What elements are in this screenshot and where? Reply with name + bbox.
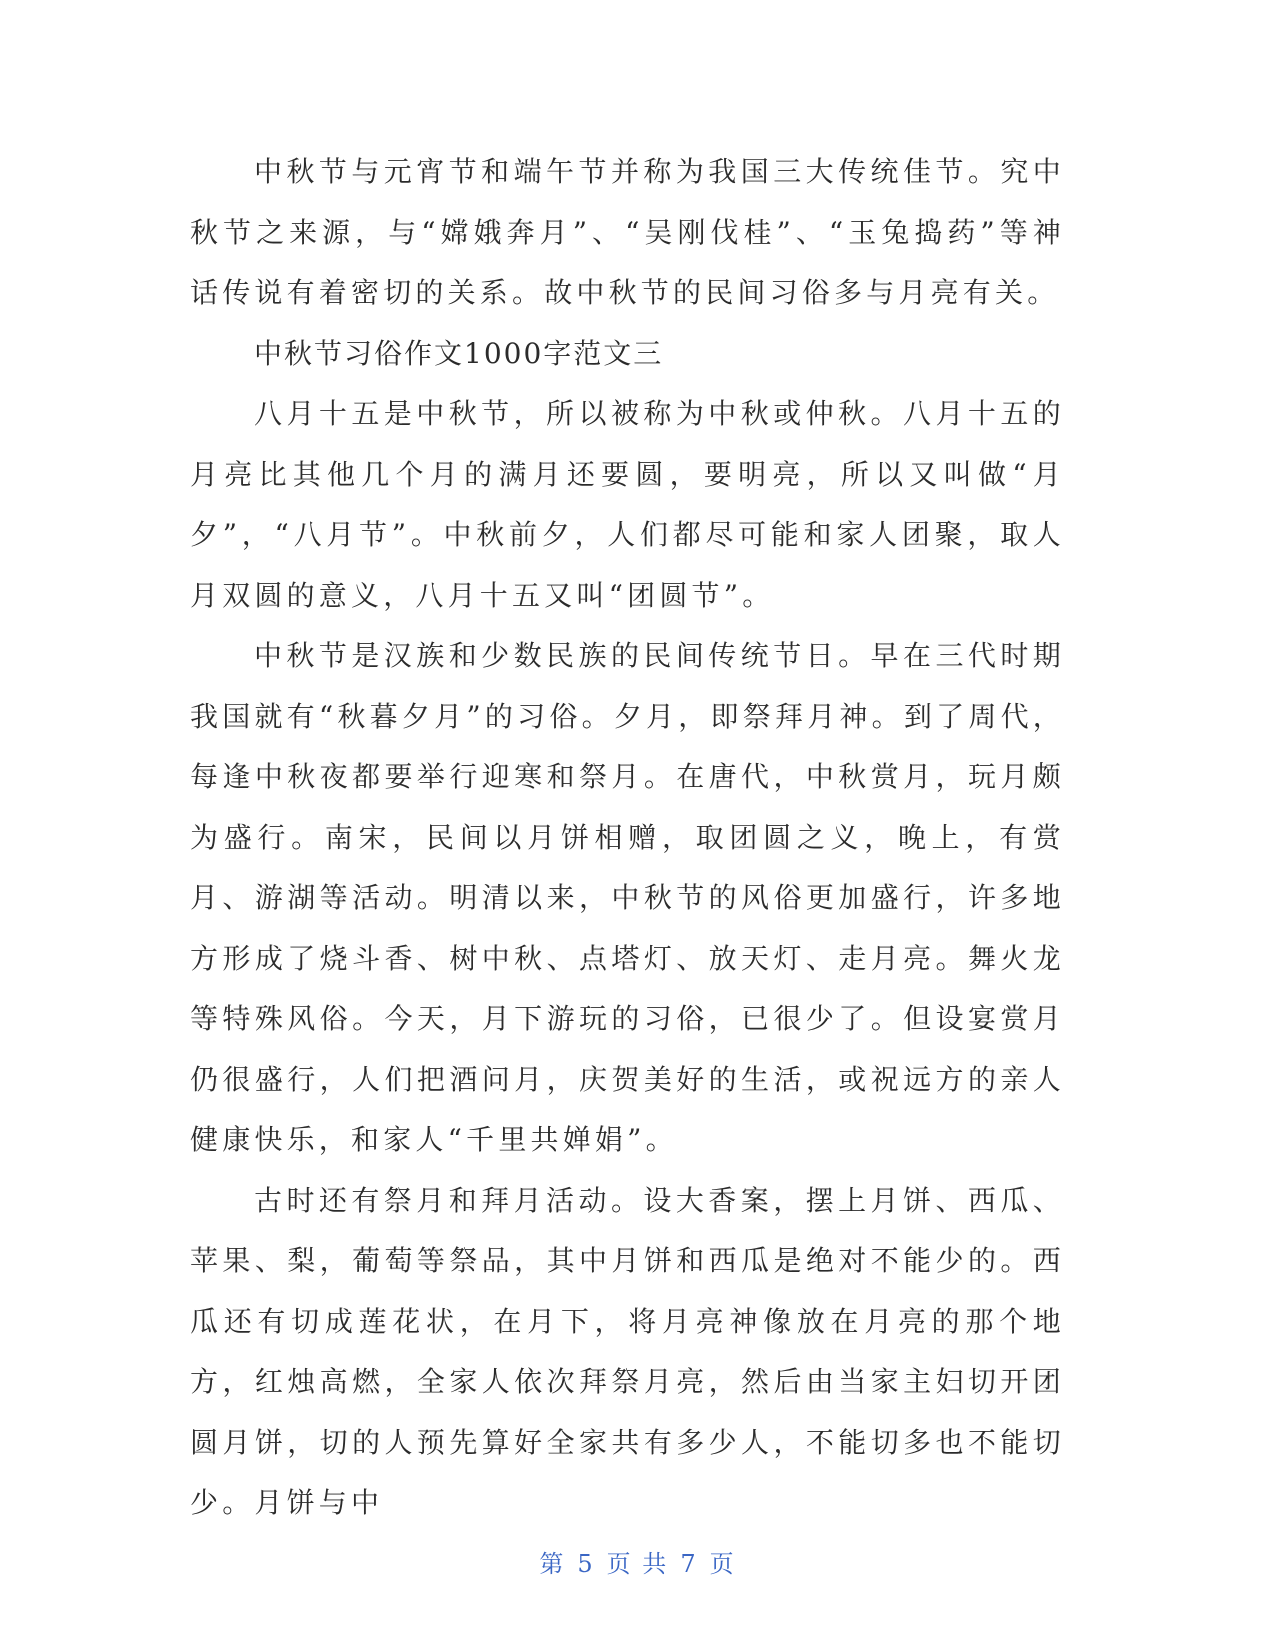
page-footer: [0, 1544, 1275, 1579]
paragraph-intro: 中秋节与元宵节和端午节并称为我国三大传统佳节。究中秋节之来源，与“嫦娥奔月”、“吴刚伐桂”、“玉兔捣药”等神话传说有着密切的关系。故中秋节的民间习俗多与月亮有关。: [190, 155, 1065, 309]
paragraph-history: 中秋节是汉族和少数民族的民间传统节日。早在三代时期我国就有“秋暮夕月”的习俗。夕月，即祭拜月神。到了周代，每逢中秋夜都要举行迎寒和祭月。在唐代，中秋赏月，玩月颇为盛行。南宋，民间以月饼相赠，取团圆之义，晚上，有赏月、游湖等活动。明清以来，中秋节的风俗更加盛行，许多地方形成了烧斗香、树中秋、点塔灯、放天灯、走月亮。舞火龙等特殊风俗。今天，月下游玩的习俗，已很少了。但设宴赏月仍很盛行，人们把酒问月，庆贺美好的生活，或祝远方的亲人健康快乐，和家人“千里共婵娟”。: [190, 639, 1065, 1156]
paragraph-origin: 八月十五是中秋节，所以被称为中秋或仲秋。八月十五的月亮比其他几个月的满月还要圆，要明亮，所以又叫做“月夕”，“八月节”。中秋前夕，人们都尽可能和家人团聚，取人月双圆的意义，八月十五又叫“团圆节”。: [190, 397, 1065, 612]
footer-current-page: 5: [577, 1550, 595, 1578]
section-heading: 中秋节习俗作文1000字范文三: [254, 336, 664, 370]
footer-suffix: 页: [709, 1550, 736, 1578]
footer-prefix: 第: [539, 1550, 566, 1578]
footer-middle: 页 共: [606, 1550, 669, 1578]
paragraph-worship: 古时还有祭月和拜月活动。设大香案，摆上月饼、西瓜、苹果、梨，葡萄等祭品，其中月饼和西瓜是绝对不能少的。西瓜还有切成莲花状，在月下，将月亮神像放在月亮的那个地方，红烛高燃，全家人依次拜祭月亮，然后由当家主妇切开团圆月饼，切的人预先算好全家共有多少人，不能切多也不能切少。月饼与中: [190, 1183, 1065, 1519]
footer-total-pages: 7: [680, 1550, 698, 1578]
document-body: [190, 142, 1065, 1534]
